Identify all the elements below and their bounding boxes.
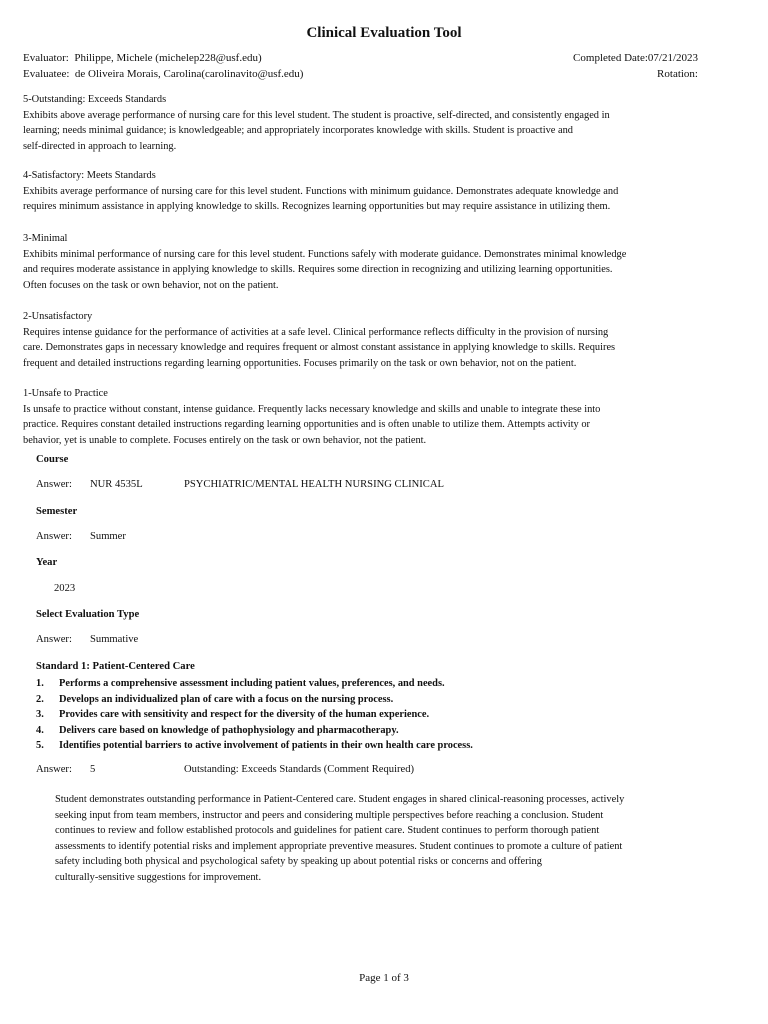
course-heading: Course (36, 454, 69, 465)
scale-level-description-line: practice. Requires constant detailed instructions regarding learning opportunities and is often unable to utilize them. Attempts activity or (23, 419, 591, 430)
evaluatee-row (23, 67, 698, 81)
comment-line: assessments to identify potential risks and implement appropriate preventive measures. Student continues to promote a culture of patient (55, 840, 623, 852)
scale-level-description-line: Is unsafe to practice without constant, intense guidance. Frequently lacks necessary knowledge and skills and unable to integrate these into (23, 403, 601, 415)
standard-1-heading: Standard 1: Patient-Centered Care (36, 661, 195, 672)
criterion-item (36, 723, 473, 739)
scale-level-description-line: Exhibits above average performance of nursing care for this level student. The student is proactive, self-directed, and consistently engaged in (23, 109, 610, 121)
criterion-text: Delivers care based on knowledge of pathophysiology and pharmacotherapy. (59, 724, 399, 736)
scale-level-description-line: and requires moderate assistance in applying knowledge to skills. Requires some direction in recognizing and utilizing learning opportunities. (23, 264, 613, 275)
rotation-label: Rotation: (657, 68, 698, 80)
course-code: NUR 4535L (90, 479, 143, 490)
scale-level-description-line: requires minimum assistance in applying knowledge to skills. Recognizes learning opportunities but may require assistance in utilizing them. (23, 201, 611, 212)
standard-1-comment (55, 792, 680, 885)
scale-level-description-line: behavior, yet is unable to complete. Focuses entirely on the task or own behavior, not the patient. (23, 434, 427, 446)
answer-label: Answer: (36, 479, 72, 490)
scale-level-1 (23, 386, 688, 448)
scale-level-2 (23, 309, 688, 371)
standard-1-score: 5 (90, 764, 96, 775)
criterion-number: 1. (36, 678, 44, 689)
evaluator-row (23, 51, 698, 65)
criterion-number: 3. (36, 709, 44, 720)
scale-level-name: 1-Unsafe to Practice (23, 388, 108, 399)
standard-1-criteria-list (36, 676, 473, 754)
comment-line: seeking input from team members, instructor and peers and considering multiple perspectives before reaching a conclusion. Student (55, 809, 604, 821)
year-heading: Year (36, 557, 58, 568)
criterion-text: Identifies potential barriers to active involvement of patients in their own health care process. (59, 740, 473, 751)
scale-level-description-line: Exhibits minimal performance of nursing care for this level student. Functions safely with moderate guidance. Demonstrates minimal knowledge (23, 248, 627, 260)
scale-level-description-line: frequent and detailed instructions regarding learning opportunities. Focuses primarily on the task or own behavior, not on the patient. (23, 357, 577, 369)
scale-level-description-line: Often focuses on the task or own behavior, not on the patient. (23, 279, 279, 291)
scale-level-description-line: Requires intense guidance for the performance of activities at a safe level. Clinical performance reflects difficulty in the provision of nursing (23, 326, 609, 338)
document-title: Clinical Evaluation Tool (306, 25, 462, 41)
scale-level-name: 3-Minimal (23, 233, 68, 244)
criterion-item (36, 738, 473, 754)
semester-heading: Semester (36, 506, 78, 517)
evaluation-type-value: Summative (90, 634, 139, 645)
comment-line: safety including both physical and psychological safety by speaking up about potential risks or concerns and offering (55, 856, 542, 867)
evaluation-type-heading: Select Evaluation Type (36, 609, 140, 620)
criterion-text: Provides care with sensitivity and respect for the diversity of the human experience. (59, 709, 430, 720)
scale-level-name: 5-Outstanding: Exceeds Standards (23, 94, 167, 105)
evaluator-value: Philippe, Michele (michelep228@usf.edu) (74, 52, 262, 64)
scale-level-description-line: learning; needs minimal guidance; is knowledgeable; and appropriately incorporates knowledge with skills. Student is proactive and (23, 125, 573, 136)
scale-level-3 (23, 231, 688, 293)
scale-level-description-line: Exhibits average performance of nursing care for this level student. Functions with minimum guidance. Demonstrates adequate knowledge and (23, 185, 619, 197)
criterion-number: 2. (36, 693, 44, 705)
evaluatee-label: Evaluatee: (23, 68, 70, 80)
completed-date: Completed Date:07/21/2023 (573, 52, 698, 64)
criterion-number: 4. (36, 724, 44, 736)
scale-level-description-line: self-directed in approach to learning. (23, 140, 177, 152)
criterion-number: 5. (36, 740, 44, 751)
criterion-text: Performs a comprehensive assessment including patient values, preferences, and needs. (59, 678, 445, 689)
comment-line: Student demonstrates outstanding performance in Patient-Centered care. Student engages in shared clinical-reasoning processes, actively (55, 794, 625, 805)
answer-label: Answer: (36, 634, 72, 645)
year-value: 2023 (54, 583, 76, 594)
comment-line: continues to review and follow established protocols and guidelines for patient care. Student continues to perform thorough patient (55, 825, 600, 836)
criterion-item (36, 676, 473, 692)
scale-level-name: 2-Unsatisfactory (23, 311, 93, 322)
criterion-item (36, 707, 473, 723)
criterion-item (36, 692, 473, 708)
evaluatee-value: de Oliveira Morais, Carolina(carolinavito@usf.edu) (74, 68, 304, 80)
scale-level-4 (23, 168, 688, 215)
criterion-text: Develops an individualized plan of care with a focus on the nursing process. (59, 693, 394, 705)
page-number: Page 1 of 3 (359, 972, 409, 984)
standard-1-rating: Outstanding: Exceeds Standards (Comment Required) (184, 764, 415, 775)
course-name: PSYCHIATRIC/MENTAL HEALTH NURSING CLINICAL (184, 479, 444, 490)
scale-level-name: 4-Satisfactory: Meets Standards (23, 170, 156, 181)
semester-value: Summer (90, 531, 126, 542)
answer-label: Answer: (36, 764, 72, 775)
comment-line: culturally-sensitive suggestions for improvement. (55, 871, 262, 883)
scale-level-description-line: care. Demonstrates gaps in necessary knowledge and requires frequent or almost constant assistance in applying knowledge to skills. Requires (23, 342, 616, 353)
answer-label: Answer: (36, 531, 72, 542)
evaluator-label: Evaluator: (23, 52, 69, 64)
scale-level-5 (23, 92, 688, 154)
